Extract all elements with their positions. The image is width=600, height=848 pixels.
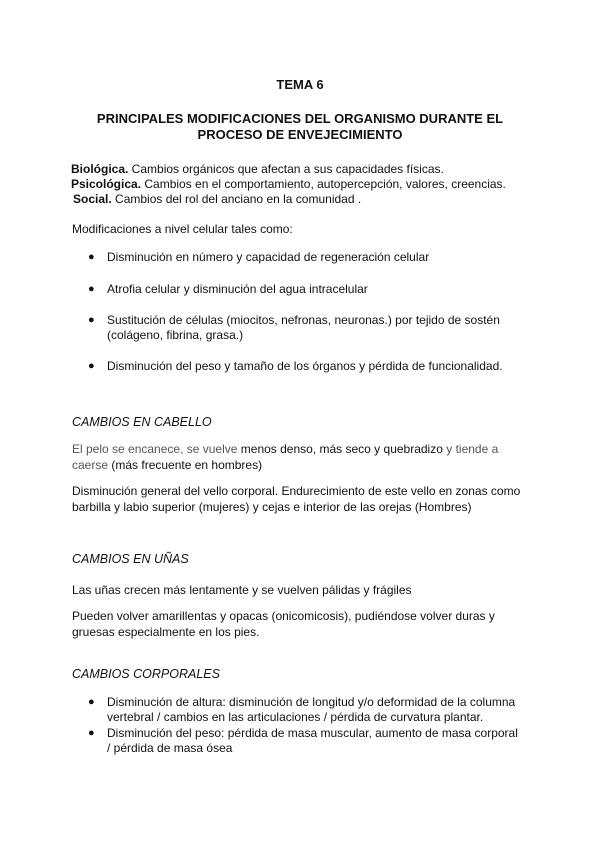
title-line-1: PRINCIPALES MODIFICACIONES DEL ORGANISMO DURANTE EL: [96, 111, 504, 126]
definition-term: Psicológica.: [71, 177, 142, 191]
definition-text: Cambios del rol del anciano en la comunidad .: [111, 192, 362, 206]
nails-paragraph-1: Las uñas crecen más lentamente y se vuelven pálidas y frágiles: [72, 583, 412, 597]
definition-social: [71, 192, 541, 207]
definition-biological: [71, 162, 541, 177]
section-heading-body: CAMBIOS CORPORALES: [72, 667, 220, 681]
list-item-text: Disminución del peso y tamaño de los órganos y pérdida de funcionalidad.: [107, 359, 503, 373]
list-item-text: Disminución de altura: disminución de longitud y/o deformidad de la columna vertebral / cambios en las articulaciones / pérdida de curvatura plantar.: [107, 695, 516, 724]
section-heading-nails: CAMBIOS EN UÑAS: [72, 552, 189, 566]
bullet-icon: ●: [88, 314, 95, 326]
title-line-2: PROCESO DE ENVEJECIMIENTO: [197, 127, 403, 142]
definition-term: Biológica.: [71, 162, 129, 176]
cellular-intro: Modificaciones a nivel celular tales como:: [72, 222, 293, 236]
aging-definitions: [71, 162, 541, 207]
definition-text: Cambios orgánicos que afectan a sus capacidades físicas.: [128, 162, 444, 176]
bullet-icon: ●: [88, 251, 95, 263]
definition-term: Social.: [73, 192, 112, 206]
hair-paragraph-1: El pelo se encanece, se vuelve menos denso, más seco y quebradizo y tiende a caerse (más frecuente en hombres): [72, 442, 499, 472]
hair-paragraph-2: Disminución general del vello corporal. Endurecimiento de este vello en zonas como barbilla y labio superior (mujeres) y cejas e interior de las orejas (Hombres): [72, 484, 521, 514]
definition-text: Cambios en el comportamiento, autopercepción, valores, creencias.: [141, 177, 506, 191]
list-item-text: Disminución del peso: pérdida de masa muscular, aumento de masa corporal / pérdida de masa ósea: [107, 726, 518, 755]
bullet-icon: ●: [88, 283, 95, 295]
list-item-text: Disminución en número y capacidad de regeneración celular: [107, 250, 430, 264]
list-item-text: Sustitución de células (miocitos, nefronas, neuronas.) por tejido de sostén (colágeno, fibrina, grasa.): [107, 313, 500, 342]
bullet-icon: ●: [88, 696, 95, 708]
list-item-text: Atrofia celular y disminución del agua intracelular: [107, 282, 368, 296]
nails-paragraph-2: Pueden volver amarillentas y opacas (onicomicosis), pudiéndose volver duras y gruesas especialmente en los pies.: [72, 609, 495, 639]
document-title: [60, 111, 540, 143]
bullet-icon: ●: [88, 360, 95, 372]
topic-number: TEMA 6: [276, 77, 324, 92]
definition-psychological: [71, 177, 541, 192]
section-heading-hair: CAMBIOS EN CABELLO: [72, 415, 212, 429]
bullet-icon: ●: [88, 727, 95, 739]
